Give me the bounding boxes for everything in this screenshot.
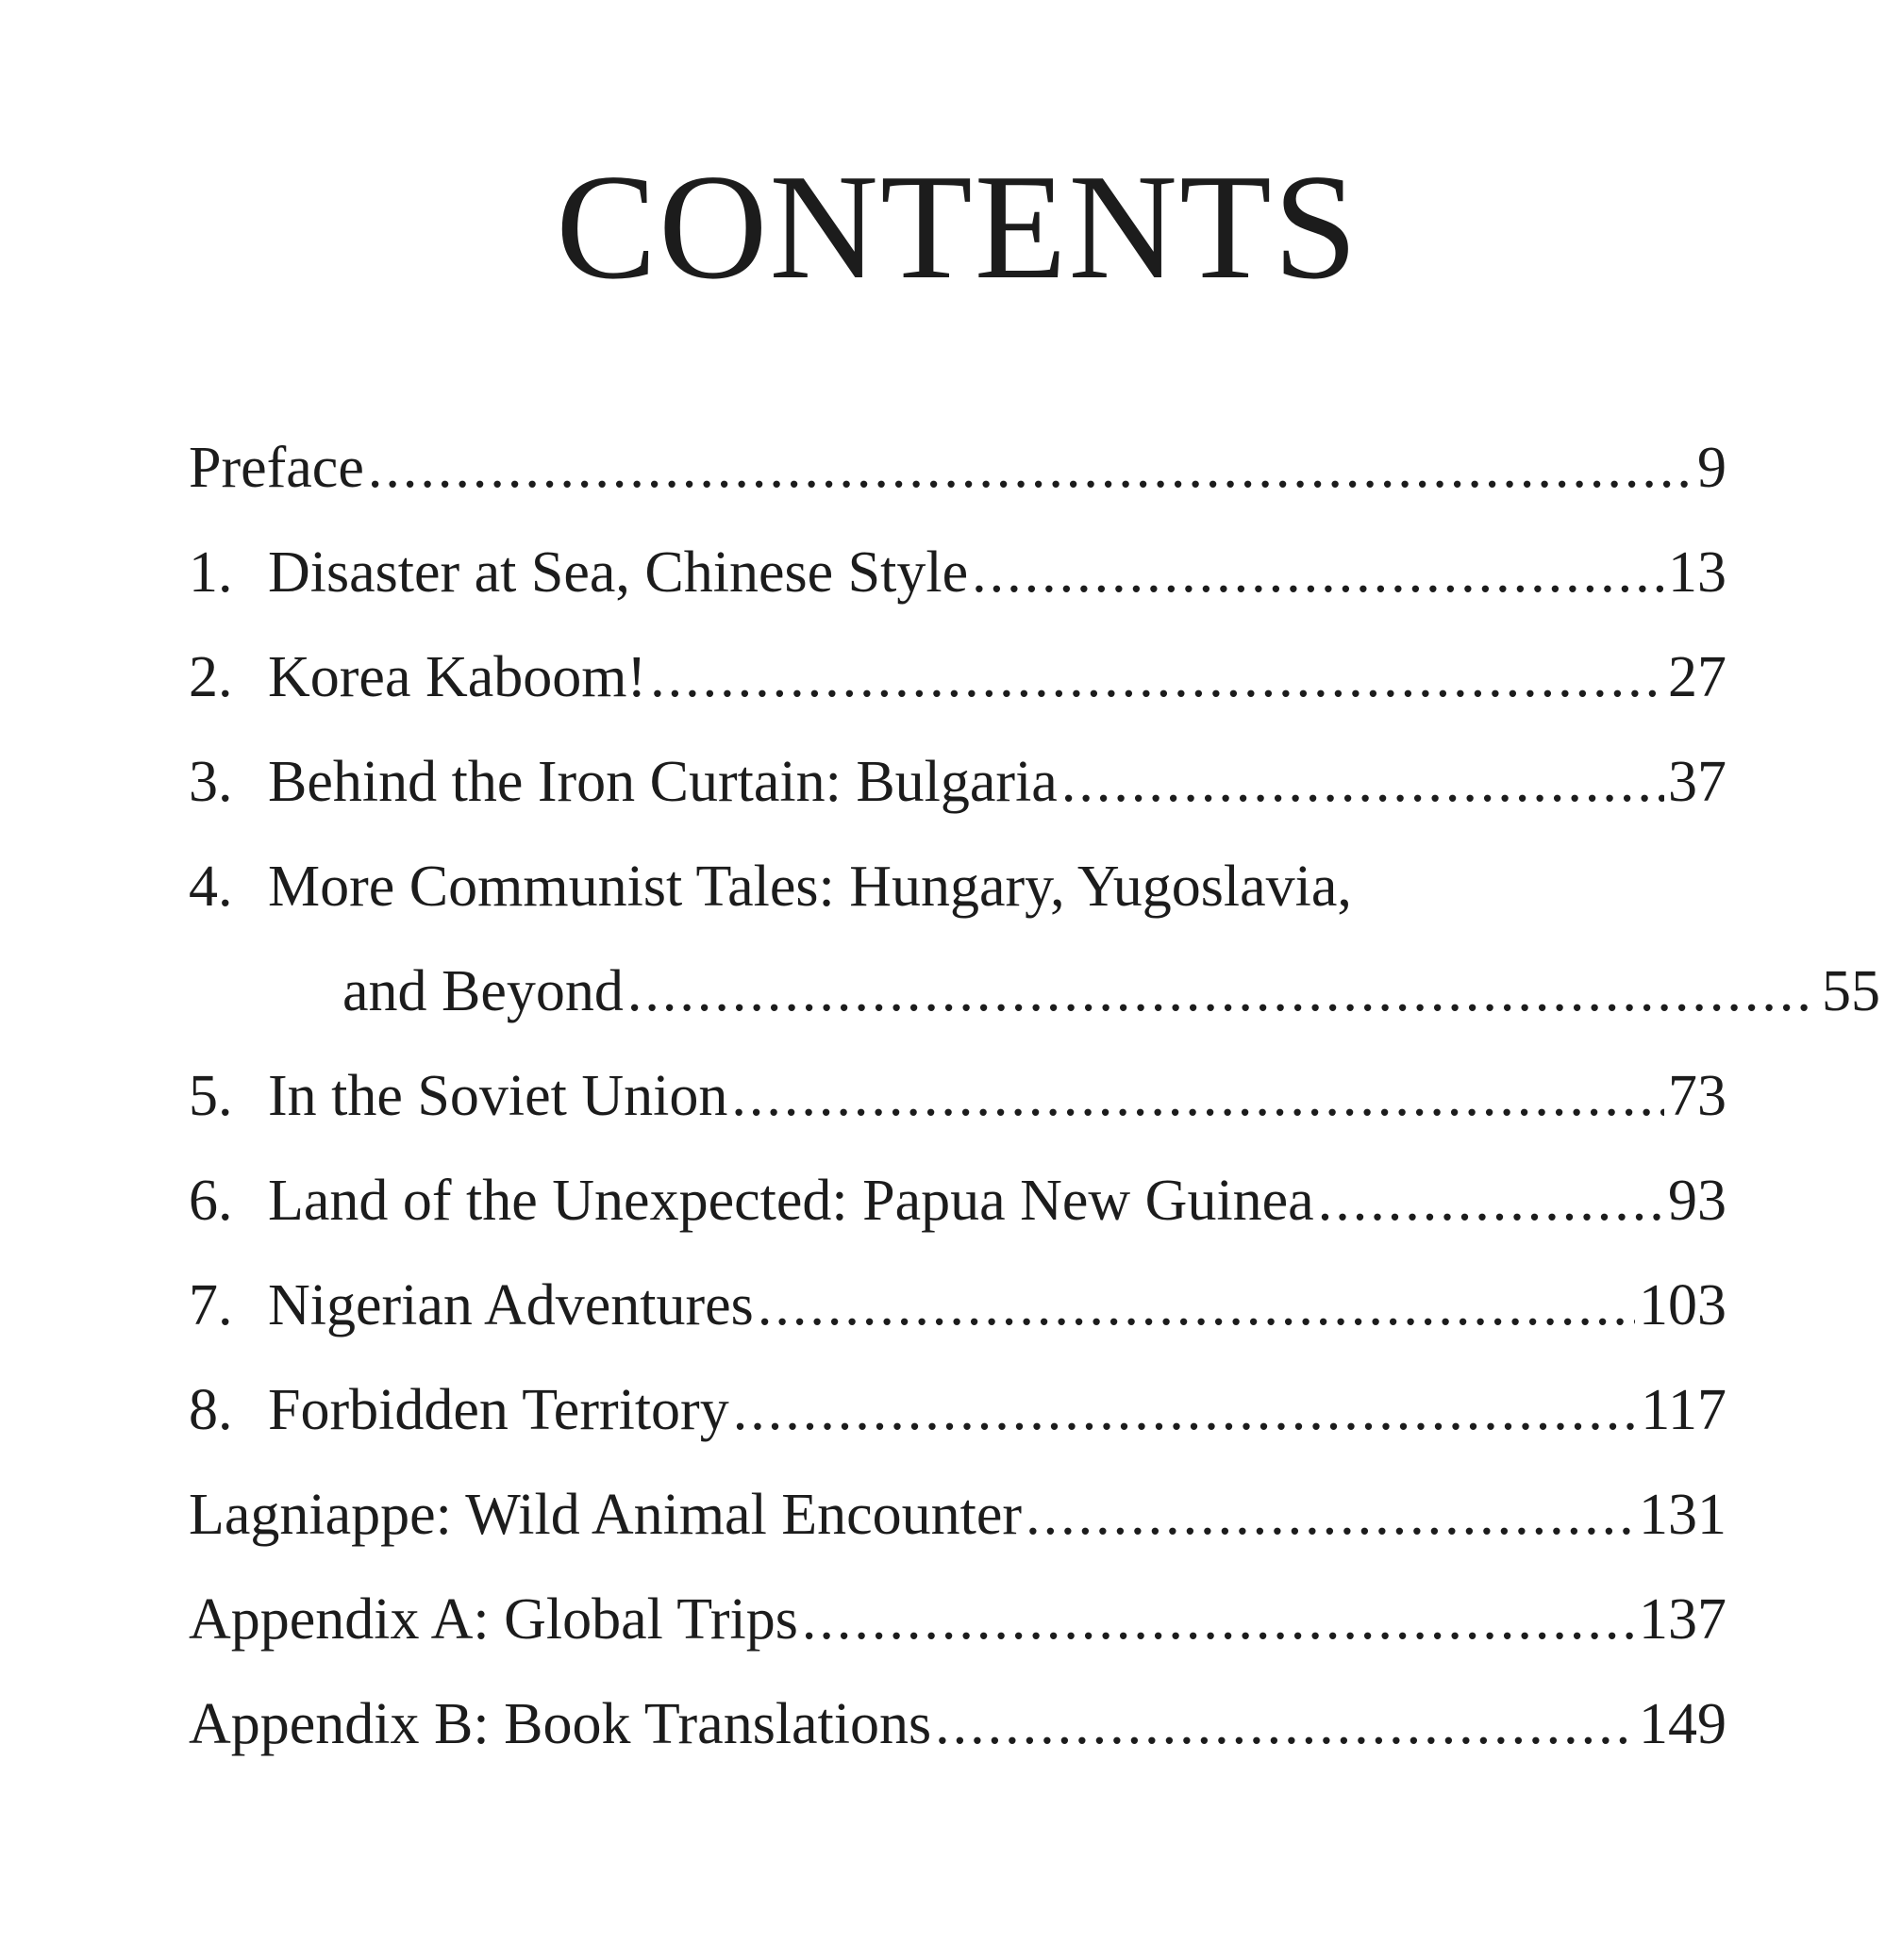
toc-entry-chapter-7 [189, 1266, 1727, 1370]
toc-entry-page: 27 [1668, 645, 1727, 709]
dot-leader [1061, 742, 1664, 822]
dot-leader [731, 1056, 1664, 1136]
dot-leader [733, 1370, 1638, 1450]
toc-entry-appendix-a [189, 1580, 1727, 1685]
toc-entry-page: 55 [1822, 959, 1880, 1023]
toc-entry-page: 149 [1639, 1692, 1727, 1756]
toc-entry-chapter-4-continuation [189, 952, 1880, 1056]
dot-leader [758, 1266, 1635, 1345]
toc-entry-title-continuation: and Beyond [342, 959, 624, 1023]
toc-entry-title: More Communist Tales: Hungary, Yugoslavia, [268, 855, 1352, 919]
toc-entry-page: 93 [1668, 1169, 1727, 1233]
toc-entry-title: Land of the Unexpected: Papua New Guinea [268, 1169, 1314, 1233]
toc-entry-chapter-1 [189, 533, 1727, 638]
toc-entry-lagniappe [189, 1475, 1727, 1580]
toc-entry-number: 5. [189, 1064, 233, 1128]
toc-entry-page: 13 [1668, 540, 1727, 605]
toc-entry-chapter-2 [189, 638, 1727, 742]
toc-entry-title: Nigerian Adventures [268, 1273, 754, 1337]
toc-entry-number: 2. [189, 645, 233, 709]
table-of-contents [189, 428, 1880, 1789]
toc-entry-page: 131 [1639, 1483, 1727, 1547]
toc-entry-title: Korea Kaboom! [268, 645, 647, 709]
toc-entry-page: 117 [1641, 1378, 1727, 1442]
toc-entry-title: Preface [189, 436, 364, 500]
dot-leader [935, 1685, 1635, 1764]
toc-entry-chapter-6 [189, 1161, 1727, 1266]
toc-entry-chapter-3 [189, 742, 1727, 847]
toc-entry-chapter-4 [189, 847, 1727, 952]
toc-entry-page: 9 [1697, 436, 1727, 500]
toc-entry-chapter-5 [189, 1056, 1727, 1161]
toc-entry-title: Behind the Iron Curtain: Bulgaria [268, 750, 1058, 814]
toc-entry-title: Disaster at Sea, Chinese Style [268, 540, 969, 605]
dot-leader [650, 638, 1664, 717]
toc-entry-page: 137 [1639, 1587, 1727, 1652]
dot-leader [972, 533, 1664, 612]
toc-entry-page: 37 [1668, 750, 1727, 814]
dot-leader [1026, 1475, 1635, 1554]
page-title: CONTENTS [556, 142, 1360, 310]
toc-entry-number: 6. [189, 1169, 233, 1233]
toc-entry-title: Forbidden Territory [268, 1378, 729, 1442]
toc-entry-chapter-8 [189, 1370, 1727, 1475]
dot-leader [627, 952, 1818, 1031]
toc-entry-number: 8. [189, 1378, 233, 1442]
toc-entry-page: 103 [1639, 1273, 1727, 1337]
toc-entry-appendix-b [189, 1685, 1727, 1789]
toc-entry-number: 1. [189, 540, 233, 605]
toc-entry-preface [189, 428, 1727, 533]
toc-entry-title: Lagniappe: Wild Animal Encounter [189, 1483, 1023, 1547]
dot-leader [802, 1580, 1635, 1659]
toc-entry-number: 3. [189, 750, 233, 814]
dot-leader [1318, 1161, 1664, 1240]
dot-leader [368, 428, 1693, 507]
toc-entry-title: In the Soviet Union [268, 1064, 728, 1128]
toc-entry-page: 73 [1668, 1064, 1727, 1128]
toc-entry-number: 4. [189, 855, 233, 919]
toc-entry-number: 7. [189, 1273, 233, 1337]
toc-entry-title: Appendix A: Global Trips [189, 1587, 798, 1652]
toc-entry-title: Appendix B: Book Translations [189, 1692, 932, 1756]
